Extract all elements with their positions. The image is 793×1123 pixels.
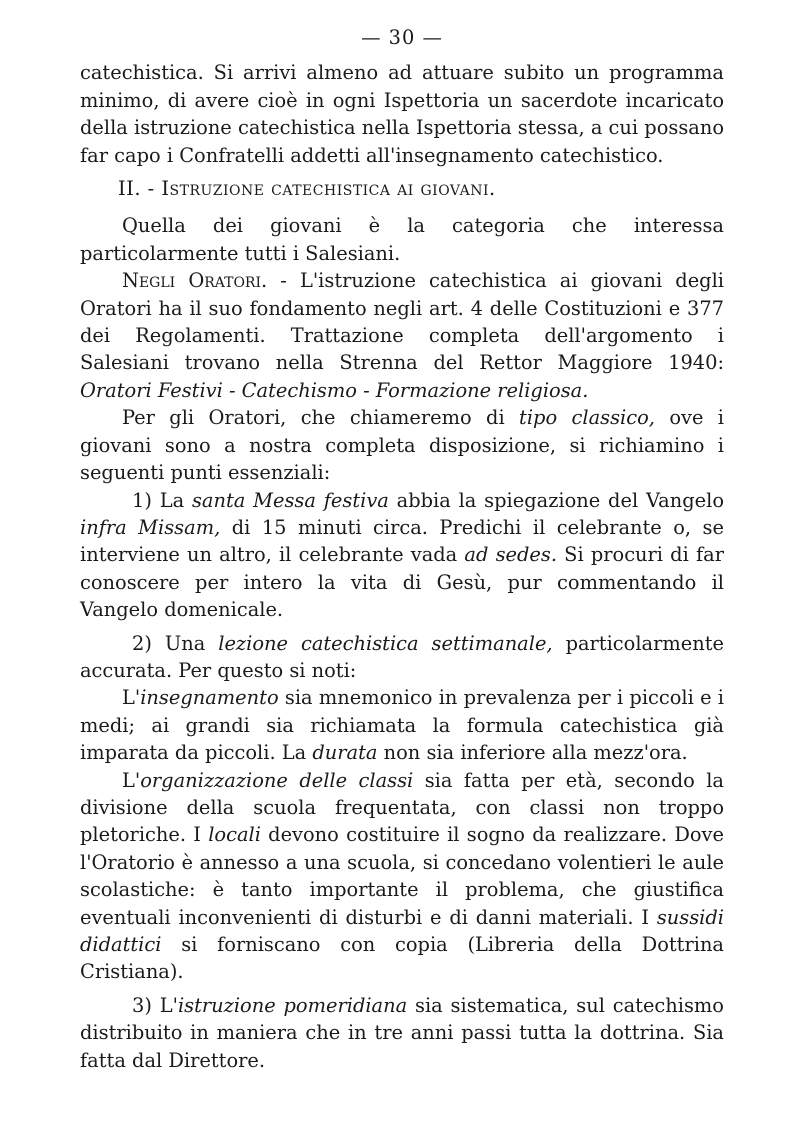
- paragraph-oratori: [80, 267, 724, 404]
- run-italic: sussidi didattici: [80, 905, 724, 956]
- run-italic: ad sedes.: [464, 543, 557, 567]
- run-italic: santa Messa festiva: [191, 488, 389, 512]
- run-text: 2) Una: [132, 631, 219, 655]
- run-text: sia fatta per età, secondo la divisione della scuola frequentata, con classi non troppo pletoriche. I: [80, 768, 724, 847]
- run-text: 1) La: [132, 488, 192, 512]
- run-italic: durata: [312, 741, 378, 765]
- run-italic: insegnamento: [140, 686, 279, 710]
- run-heading: Negli Oratori.: [122, 269, 268, 293]
- run-text: Si procuri di far conoscere per intero la vita di Gesù, pur commentando il Vangelo domenicale.: [80, 543, 724, 622]
- section-heading: II. - Istruzione catechistica ai giovani.: [118, 177, 496, 201]
- run-text: L': [122, 768, 141, 792]
- list-item-2-insegnamento: [80, 684, 724, 766]
- list-item-2: [80, 630, 724, 685]
- run-text: 3) L': [132, 993, 178, 1017]
- document-page: [80, 24, 724, 1074]
- paragraph-giovani: Quella dei giovani è la categoria che interessa particolarmente tutti i Salesiani.: [80, 214, 724, 265]
- run-text: particolarmente accurata. Per questo si noti:: [80, 631, 724, 682]
- list-item-1: [80, 487, 724, 624]
- run-text: ove i giovani sono a nostra completa disposizione, si richiamino i seguenti punti essenziali:: [80, 406, 724, 485]
- paragraph-intro: catechistica. Si arrivi almeno ad attuare subito un programma minimo, di avere cioè in ogni Ispettoria un sacerdote incaricato della istruzione catechistica nella Ispettoria stessa, a cui possano far capo i Confratelli addetti all'insegnamento catechistico.: [80, 61, 724, 167]
- run-text: sia sistematica, sul catechismo distribuito in maniera che in tre anni passi tutta la dottrina. Sia fatta dal Direttore.: [80, 993, 724, 1072]
- run-text: - L'istruzione catechistica ai giovani degli Oratori ha il suo fondamento negli art. 4 delle Costituzioni e 377 dei Regolamenti. Trattazione completa dell'argomento i Salesiani trovano nella Strenna del Rettor Maggiore 1940:: [80, 269, 724, 375]
- run-text: Per gli Oratori, che chiameremo di: [122, 406, 520, 430]
- run-text: L': [122, 686, 141, 710]
- run-text: non sia inferiore alla mezz'ora.: [377, 741, 688, 765]
- run-italic: istruzione pomeridiana: [177, 993, 408, 1017]
- run-italic: infra Missam,: [80, 515, 221, 539]
- list-item-3: [80, 992, 724, 1074]
- page-number: — 30 —: [361, 26, 443, 49]
- run-text: sia mnemonico in prevalenza per i piccoli e i medi; ai grandi sia richiamata la formula catechistica già imparata da piccoli. La: [80, 686, 724, 765]
- run-text: abbia la spiegazione del Vangelo: [388, 488, 724, 512]
- run-italic: Oratori Festivi - Catechismo - Formazione religiosa.: [80, 378, 589, 402]
- run-italic: organizzazione delle classi: [140, 768, 414, 792]
- run-text: si forniscano con copia (Libreria della Dottrina Cristiana).: [80, 933, 724, 984]
- paragraph-tipo-classico: [80, 404, 724, 486]
- run-italic: lezione catechistica settimanale,: [218, 631, 553, 655]
- run-text: di 15 minuti circa. Predichi il celebrante o, se interviene un altro, il celebrante vada: [80, 515, 724, 567]
- run-text: devono costituire il sogno da realizzare. Dove l'Oratorio è annesso a una scuola, si concedano volentieri le aule scolastiche: è tanto importante il problema, che giustifica eventuali inconvenienti di disturbi e di danni materiali. I: [80, 823, 724, 929]
- run-italic: locali: [208, 823, 261, 847]
- run-italic: tipo classico,: [519, 406, 655, 430]
- list-item-2-organizzazione: [80, 767, 724, 986]
